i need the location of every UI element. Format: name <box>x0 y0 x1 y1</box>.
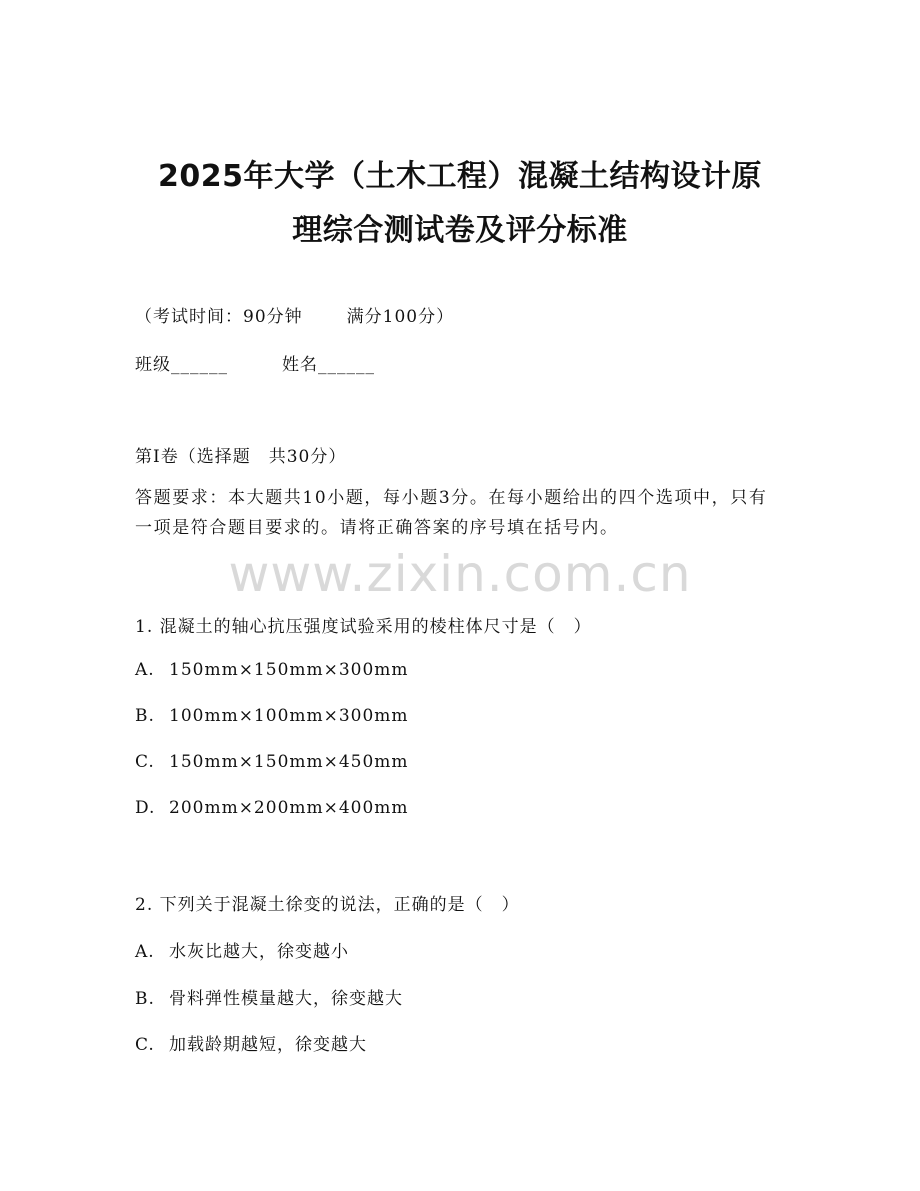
option-text: 骨料弹性模量越大，徐变越大 <box>169 989 403 1009</box>
option-letter: A. <box>135 942 155 962</box>
exam-info <box>135 302 454 327</box>
section-instructions: 答题要求：本大题共10小题，每小题3分。在每小题给出的四个选项中，只有一项是符合题目要求的。请将正确答案的序号填在括号内。 <box>135 488 768 538</box>
question-1-option-b <box>135 706 409 726</box>
option-letter: C. <box>135 752 155 772</box>
question-1-stem: 1. 混凝土的轴心抗压强度试验采用的棱柱体尺寸是（ ） <box>135 617 592 637</box>
question-2-option-b <box>135 984 403 1009</box>
option-text: 水灰比越大，徐变越小 <box>169 942 349 962</box>
option-text: 200mm×200mm×400mm <box>169 798 409 818</box>
option-text: 150mm×150mm×300mm <box>169 660 409 680</box>
question-1-option-d <box>135 798 409 818</box>
title-line-2: 理综合测试卷及评分标准 <box>292 213 628 248</box>
option-letter: A. <box>135 660 155 680</box>
document-title <box>0 150 920 258</box>
question-1-option-a <box>135 660 409 680</box>
exam-full-score: 满分100分） <box>346 307 455 327</box>
option-letter: D. <box>135 798 156 818</box>
question-2-option-a <box>135 937 349 962</box>
title-line-1: 2025年大学（土木工程）混凝土结构设计原 <box>158 159 762 194</box>
option-text: 100mm×100mm×300mm <box>169 706 409 726</box>
question-2-option-c <box>135 1030 367 1055</box>
watermark: www.zixin.com.cn <box>228 545 692 603</box>
question-1-option-c <box>135 752 409 772</box>
option-text: 150mm×150mm×450mm <box>169 752 409 772</box>
exam-time: （考试时间：90分钟 <box>135 307 303 327</box>
option-letter: B. <box>135 989 155 1009</box>
section-heading: 第I卷（选择题 共30分） <box>135 447 347 467</box>
option-text: 加载龄期越短，徐变越大 <box>169 1035 367 1055</box>
class-field: 班级______ <box>135 355 228 375</box>
question-2-stem: 2. 下列关于混凝土徐变的说法，正确的是（ ） <box>135 895 520 915</box>
name-field: 姓名______ <box>282 355 375 375</box>
option-letter: B. <box>135 706 155 726</box>
option-letter: C. <box>135 1035 155 1055</box>
student-info <box>135 350 375 375</box>
